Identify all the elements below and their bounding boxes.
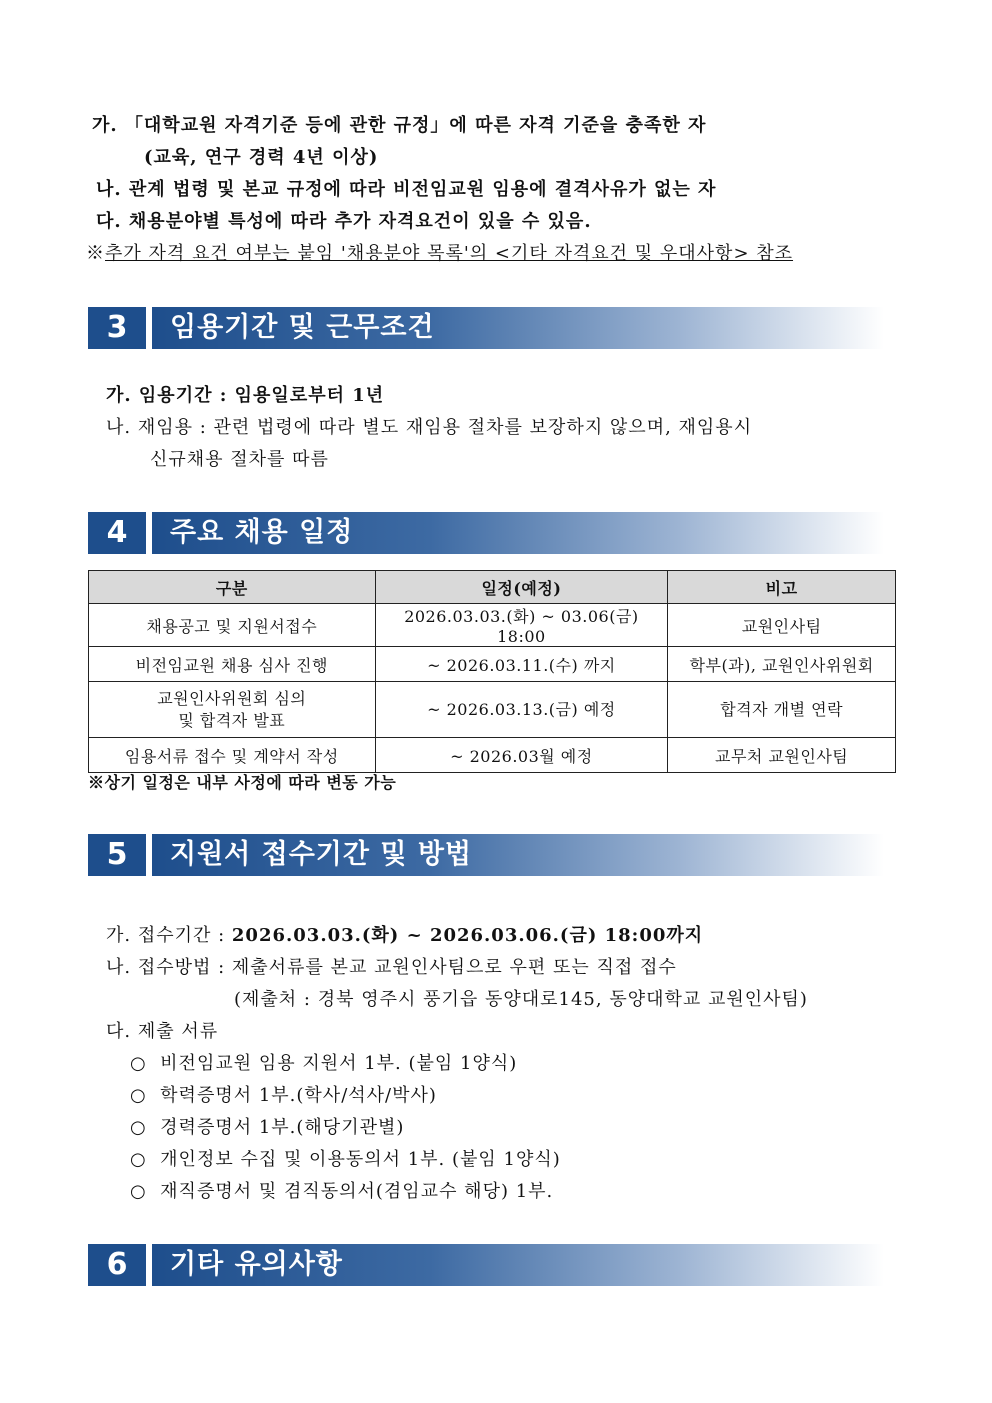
schedule-item-line2: 및 합격자 발표 [178,710,286,730]
section-title: 임용기간 및 근무조건 [170,312,435,343]
bullet-icon: ○ [130,1149,147,1170]
term-b-sub: 신규채용 절차를 따름 [150,449,329,470]
schedule-note: 학부(과), 교원인사위원회 [668,647,896,682]
schedule-item: 비전임교원 채용 심사 진행 [89,647,376,682]
table-row [89,738,896,773]
bullet-icon: ○ [130,1053,147,1074]
schedule-item-line1: 교원인사위원회 심의 [157,688,307,708]
section-4-header [88,512,884,554]
document-text: 경력증명서 1부.(해당기관별) [160,1117,405,1138]
section-5-header [88,834,884,876]
qualification-a: 가. 「대학교원 자격기준 등에 관한 규정」에 따른 자격 기준을 충족한 자 [92,115,707,136]
column-header: 비고 [668,571,896,604]
application-address: (제출처 : 경북 영주시 풍기읍 동양대로145, 동양대학교 교원인사팀) [234,989,808,1010]
document-text: 학력증명서 1부.(학사/석사/박사) [160,1085,437,1106]
term-b: 나. 재임용 : 관련 법령에 따라 별도 재임용 절차를 보장하지 않으며, 재임용시 [106,417,753,438]
section-number: 3 [88,307,146,349]
table-row [89,682,896,738]
section-title: 지원서 접수기간 및 방법 [170,839,473,870]
schedule-item: 채용공고 및 지원서접수 [89,604,376,647]
documents-title: 다. 제출 서류 [106,1021,219,1042]
document-text: 비전임교원 임용 지원서 1부. (붙임 1양식) [160,1053,518,1074]
document-item [130,1145,561,1171]
period-label: 가. 접수기간 : [106,925,232,946]
table-row [89,647,896,682]
qualification-c: 다. 채용분야별 특성에 따라 추가 자격요건이 있을 수 있음. [96,211,592,232]
schedule-table [88,570,896,773]
bullet-icon: ○ [130,1117,147,1138]
application-method: 나. 접수방법 : 제출서류를 본교 교원인사팀으로 우편 또는 직접 접수 [106,957,677,978]
section-bar [152,512,884,554]
section-3-header [88,307,884,349]
application-period [106,921,703,947]
document-text: 개인정보 수집 및 이용동의서 1부. (붙임 1양식) [160,1149,561,1170]
table-row [89,604,896,647]
section-title: 기타 유의사항 [170,1249,343,1280]
schedule-date: ~ 2026.03.11.(수) 까지 [375,647,668,682]
section-6-header [88,1244,884,1286]
schedule-item [89,682,376,738]
schedule-date: ~ 2026.03월 예정 [375,738,668,773]
document-item [130,1113,404,1139]
schedule-note: 교무처 교원인사팀 [668,738,896,773]
column-header: 일정(예정) [375,571,668,604]
period-value: 2026.03.03.(화) ~ 2026.03.06.(금) 18:00까지 [231,925,704,946]
document-text: 재직증명서 및 겸직동의서(겸임교수 해당) 1부. [160,1181,554,1202]
schedule-note: 교원인사팀 [668,604,896,647]
section-number: 6 [88,1244,146,1286]
section-bar [152,834,884,876]
qualification-a-sub: (교육, 연구 경력 4년 이상) [144,147,379,168]
section-bar [152,307,884,349]
qualification-b: 나. 관계 법령 및 본교 규정에 따라 비전임교원 임용에 결격사유가 없는 자 [96,179,717,200]
column-header: 구분 [89,571,376,604]
document-item [130,1177,553,1203]
document-item [130,1049,517,1075]
term-a: 가. 임용기간 : 임용일로부터 1년 [106,385,385,406]
section-title: 주요 채용 일정 [170,517,354,548]
section-number: 4 [88,512,146,554]
table-header-row [89,571,896,604]
schedule-date: ~ 2026.03.13.(금) 예정 [375,682,668,738]
schedule-item: 임용서류 접수 및 계약서 작성 [89,738,376,773]
schedule-date: 2026.03.03.(화) ~ 03.06(금) 18:00 [375,604,668,647]
document-item [130,1081,437,1107]
section-bar [152,1244,884,1286]
schedule-footnote: ※상기 일정은 내부 사정에 따라 변동 가능 [88,773,397,792]
qualification-note [86,239,793,265]
bullet-icon: ○ [130,1085,147,1106]
note-mark: ※ [86,243,105,264]
note-text: 추가 자격 요건 여부는 붙임 '채용분야 목록'의 <기타 자격요건 및 우대사항> 참조 [105,243,794,264]
schedule-note: 합격자 개별 연락 [668,682,896,738]
bullet-icon: ○ [130,1181,147,1202]
section-number: 5 [88,834,146,876]
